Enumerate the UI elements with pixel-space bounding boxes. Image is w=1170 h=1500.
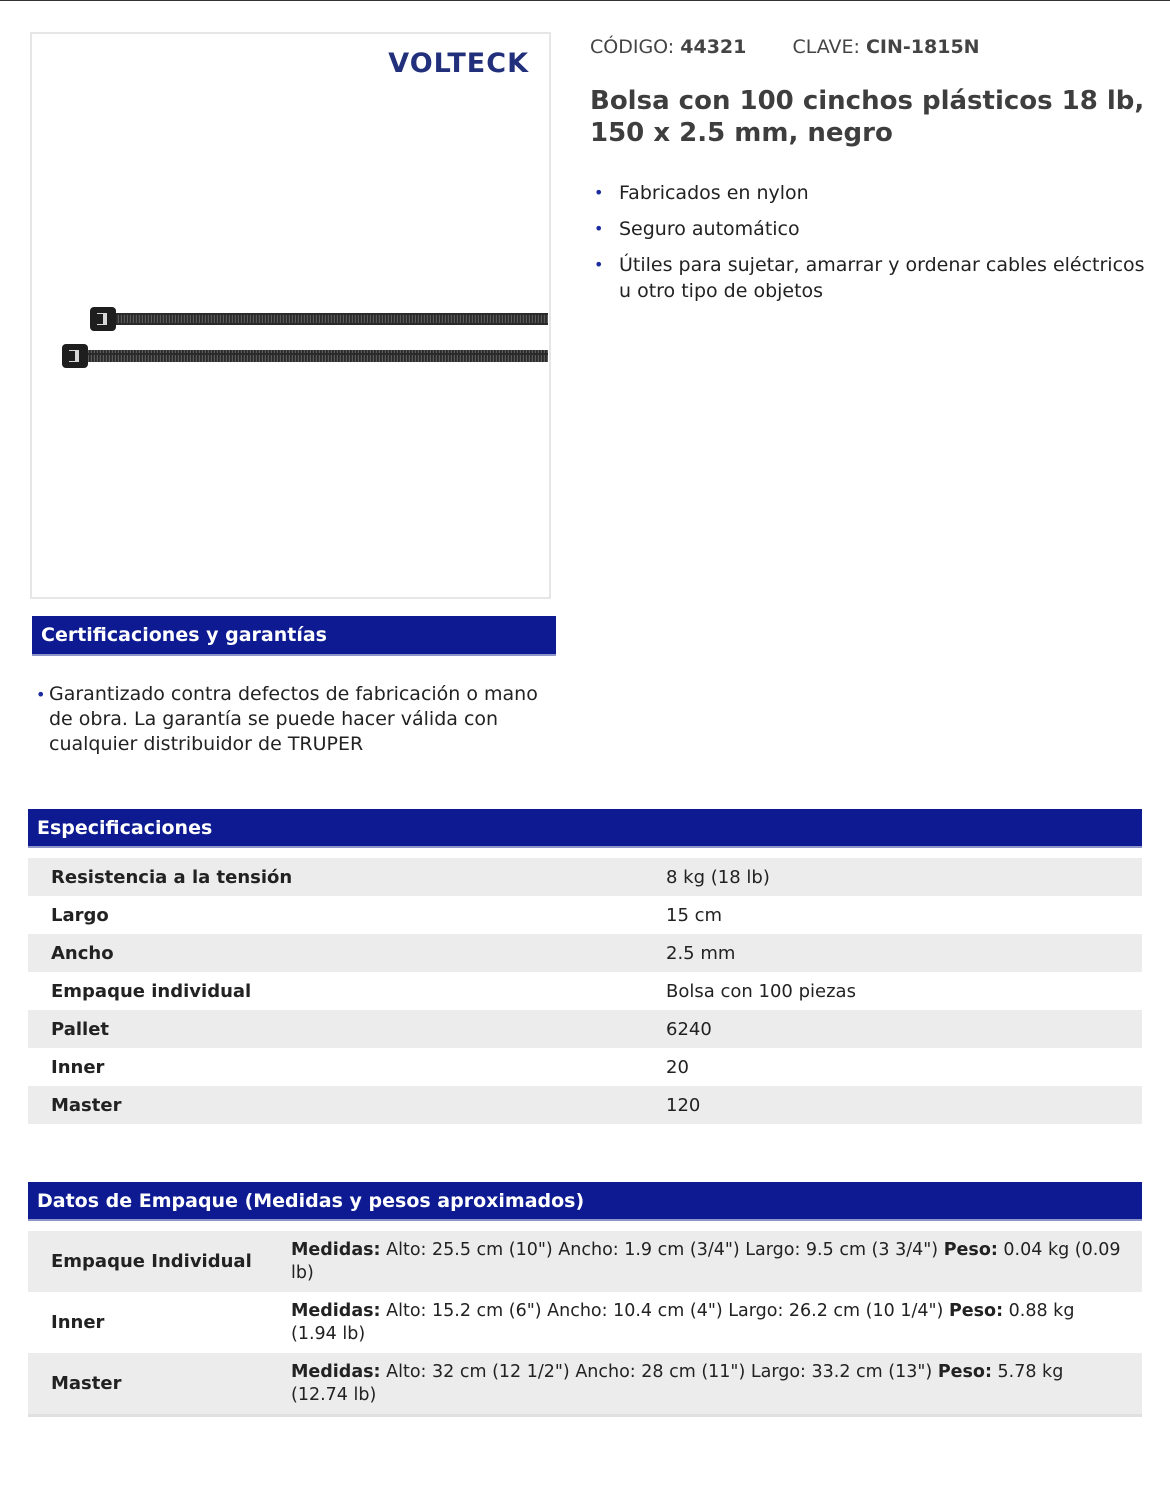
bullet-icon: • [36, 685, 46, 704]
codigo-value: 44321 [680, 36, 747, 58]
table-row: Master Medidas: Alto: 32 cm (12 1/2") Ancho: 28 cm (11") Largo: 33.2 cm (13") Peso: 5.78 kg (12.74 lb) [28, 1353, 1142, 1414]
table-row: Inner Medidas: Alto: 15.2 cm (6") Ancho: 10.4 cm (4") Largo: 26.2 cm (10 1/4") Peso: 0.88 kg (1.94 lb) [28, 1292, 1142, 1353]
feature-item: • Fabricados en nylon [594, 182, 809, 204]
bullet-icon: • [594, 219, 604, 238]
clave-label: CLAVE: [792, 36, 860, 58]
certificaciones-header: Certificaciones y garantías [32, 616, 556, 656]
table-row: Empaque Individual Medidas: Alto: 25.5 cm (10") Ancho: 1.9 cm (3/4") Largo: 9.5 cm (3 3/4") Peso: 0.04 kg (0.09 lb) [28, 1231, 1142, 1292]
codigo-label: CÓDIGO: [590, 36, 675, 58]
feature-item: • Útiles para sujetar, amarrar y ordenar cables eléctricos u otro tipo de objetos [594, 254, 1145, 302]
product-title: Bolsa con 100 cinchos plásticos 18 lb, 150 x 2.5 mm, negro [590, 86, 1145, 148]
table-row: Master 120 [28, 1086, 1142, 1124]
table-row: Empaque individual Bolsa con 100 piezas [28, 972, 1142, 1010]
feature-list [590, 180, 1150, 314]
bullet-icon: • [594, 255, 604, 274]
brand-logo: VOLTECK [388, 48, 529, 79]
table-row: Pallet 6240 [28, 1010, 1142, 1048]
table-row: Resistencia a la tensión 8 kg (18 lb) [28, 858, 1142, 896]
bullet-icon: • [594, 183, 604, 202]
table-row: Largo 15 cm [28, 896, 1142, 934]
cable-tie-upper [90, 307, 548, 331]
clave-value: CIN-1815N [865, 36, 980, 58]
table-row: Ancho 2.5 mm [28, 934, 1142, 972]
product-image [30, 32, 551, 599]
cable-ties-illustration [32, 34, 549, 597]
packaging-table [28, 1231, 1142, 1414]
feature-item: • Seguro automático [594, 218, 800, 240]
table-shadow [28, 1414, 1142, 1417]
empaque-header: Datos de Empaque (Medidas y pesos aproximados) [28, 1182, 1142, 1221]
cable-tie-lower [62, 344, 548, 368]
table-row: Inner 20 [28, 1048, 1142, 1086]
top-rule [0, 0, 1170, 1]
especificaciones-header: Especificaciones [28, 809, 1142, 848]
specs-table [28, 858, 1142, 1124]
product-codes [590, 36, 980, 58]
warranty-text: • Garantizado contra defectos de fabricación o mano de obra. La garantía se puede hacer válida con cualquier distribuidor de TRUPER [36, 683, 538, 755]
